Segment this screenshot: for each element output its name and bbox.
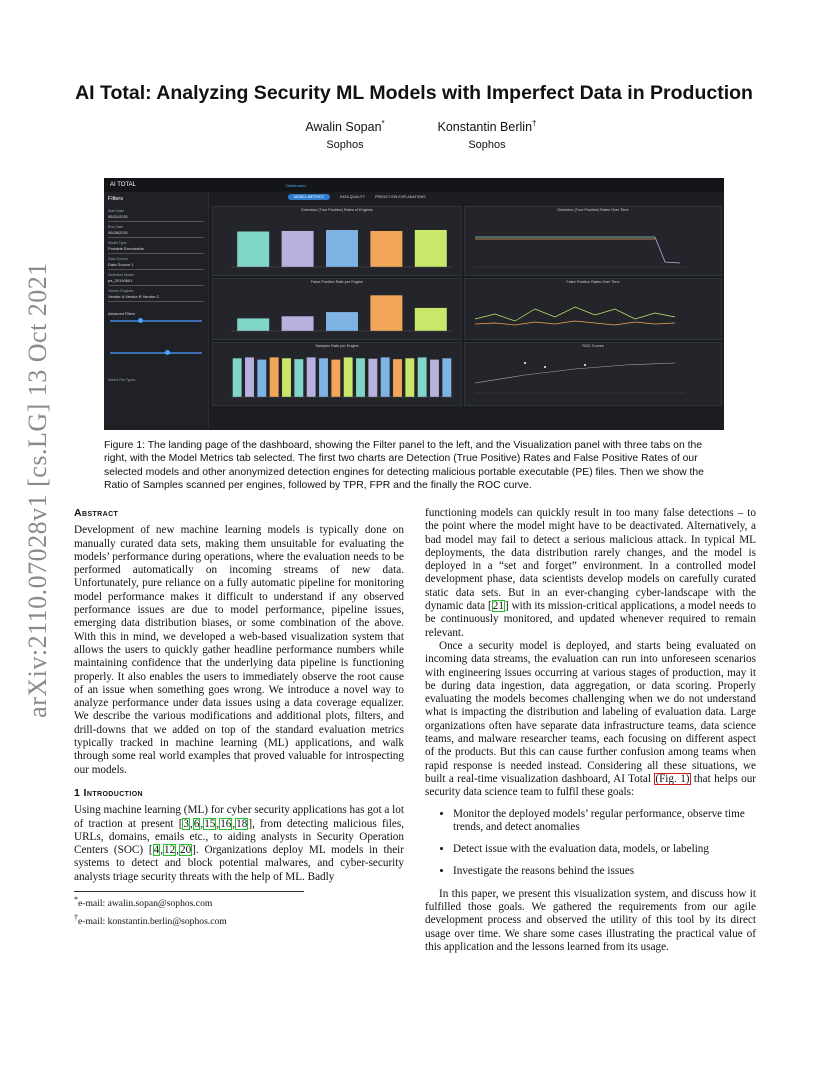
fpr-time-panel: False Positive Rates Over Time: [464, 278, 722, 340]
figure-caption: Figure 1: The landing page of the dashboard, showing the Filter panel to the left, and the Visualization panel with three tabs on the right, with the Model Metrics tab selected. The first two charts are Detection (True Positive) Rates and False Positive Rates of our selected models and other anonymized detection engines for detecting malicious portable executable (PE) files. Then we show the Ratio of Samples scanned per engines, followed by TPR, FPR and the finally the ROC curve.: [104, 440, 704, 492]
right-paragraph-3: In this paper, we present this visualization system, and discuss how it fulfilled those goals. We gathered the requirements from our agile development process and observed the utility of this tool by its direct usage over time. We share some cases illustrating the practical value of this application and the lessons learned from its usage.: [425, 887, 756, 953]
footnote-rule: [74, 891, 304, 892]
fpr-time-chart: [465, 279, 721, 339]
citation[interactable]: 16: [220, 817, 232, 830]
author-1: Awalin Sopan* Sophos: [305, 119, 385, 152]
chart-bar: [282, 231, 314, 267]
chart-bar: [270, 357, 279, 397]
tpr-time-panel: Detection (True Positive) Rates Over Time: [464, 206, 722, 276]
intro-paragraph: Using machine learning (ML) for cyber security applications has got a lot of traction at present [3,6,15,16,18], from detecting malicious files, URLs, domains, emails etc., to aiding analysts in Security Operation Centers (SOC) [4,12,20]. Organizations deploy ML models in their systems to detect and block potential malwares, and cyber-security analysts triage security threats with the help of ML. Badly: [74, 804, 405, 883]
citation[interactable]: 18: [236, 817, 248, 830]
chart-bar: [233, 358, 242, 397]
citation[interactable]: 21: [492, 600, 504, 613]
chart-bar: [368, 359, 377, 397]
chart-bar: [257, 360, 266, 397]
chart-bar: [237, 232, 269, 268]
chart-bar: [442, 358, 451, 397]
chart-bar: [393, 359, 402, 397]
chart-bar: [307, 357, 316, 397]
intro-heading: 1 Introduction: [74, 786, 143, 799]
chart-bar: [356, 358, 365, 397]
chart-bar: [319, 358, 328, 397]
abstract-text: Development of new machine learning models is typically done on manually curated data sets, making them unsuitable for evaluating the models’ performance during operations, where the evaluation needs to be performed automatically on incoming streams of new data. Unfortunately, pure reliance on a fully automatic pipeline for monitoring model performance makes it difficult to understand if any observed performance issues are due to model performance, pipeline issues, emerging data distribution biases, or some combination of the above. With this in mind, we developed a web-based visualization system that allows the users to quickly gather headline performance numbers while maintaining confidence that the underlying data pipeline is functioning properly. It also enables the users to immediately observe the root cause of an issue when something goes wrong. We introduce a novel way to analyze performance under data issues using a data coverage equalizer. We describe the various modifications and additional plots, filters, and drill-downs that we added on top of the standard evaluation metrics typically tracked in machine learning (ML) applications, and walk through some real world examples that proved valuable for introspecting our models.: [74, 524, 404, 776]
citation[interactable]: 20: [179, 844, 192, 857]
paper-title: AI Total: Analyzing Security ML Models with Imperfect Data in Production: [75, 82, 753, 104]
abstract-heading: Abstract: [74, 507, 119, 519]
citation[interactable]: 3: [183, 817, 190, 830]
right-paragraph-2: Once a security model is deployed, and starts being evaluated on incoming data streams, the evaluation can run into unforeseen scenarios with engineering issues occurring at various stages of production, may it be during data ingestion, data aggregation, or data scoring. Properly evaluating the models becomes challenging when we do not understand what is impacting the distribution and labeling of evaluation data. Large organizations often have separate data infrastructure teams, data science teams, and malware researcher teams, each focusing on different aspect of the products. But this can cause further confusion among teams when rapid response is needed instead. Considering all these situations, we built a real-time visualization dashboard, AI Total (Fig. 1) that helps our security data science team to fulfil these goals:: [425, 639, 757, 799]
list-item: • Detect issue with the evaluation data, models, or labeling: [453, 843, 756, 856]
chart-bar: [326, 312, 358, 331]
author-2: Konstantin Berlin† Sophos: [437, 119, 537, 152]
goals-list: [425, 808, 756, 879]
chart-bar: [237, 318, 269, 331]
chart-bar: [370, 231, 402, 267]
chart-bar: [282, 358, 291, 397]
roc-panel: ROC Curves: [464, 342, 722, 406]
figure-reference-link[interactable]: (Fig. 1): [655, 772, 690, 785]
dashboard-topbar: AI TOTAL Dashboard: [104, 178, 724, 192]
roc-chart: [465, 343, 721, 405]
list-item: • Investigate the reasons behind the issues: [453, 865, 756, 878]
fpr-bar-chart: [213, 279, 461, 339]
citation[interactable]: 6: [193, 817, 200, 830]
right-column: [425, 507, 756, 954]
chart-bar: [326, 230, 358, 267]
arxiv-stamp: arXiv:2110.07028v1 [cs.LG] 13 Oct 2021: [23, 262, 52, 718]
chart-bar: [331, 360, 340, 397]
samples-bar-panel: Samples Rate per Engine: [212, 342, 462, 406]
citation[interactable]: 15: [204, 817, 216, 830]
footnote-1: *e-mail: awalin.sopan@sophos.com: [74, 895, 213, 910]
fpr-bar-panel: False Positive Rate per Engine: [212, 278, 462, 340]
list-item: • Monitor the deployed models’ regular performance, observe time trends, and detect anomalies: [453, 808, 756, 835]
footnote-2: †e-mail: konstantin.berlin@sophos.com: [74, 913, 227, 928]
chart-bar: [344, 357, 353, 397]
tpr-time-chart: [465, 207, 721, 275]
left-column: [74, 507, 404, 928]
chart-bar: [418, 357, 427, 397]
samples-bar-chart: [213, 343, 461, 405]
chart-bar: [245, 357, 254, 397]
chart-bar: [415, 308, 447, 331]
chart-bar: [405, 358, 414, 397]
chart-bar: [415, 230, 447, 267]
citation[interactable]: 12: [164, 844, 176, 857]
dashboard-figure: [104, 178, 724, 430]
filter-panel: Filters Start Date 05/31/2021 End Date 06/28/2021 Model Type Portable Executable Data Source Data Source 1 Detection Model pe_20190601 Vendor Engines Vendor A Vendor B Vendor C Advanced Filters Select File Types: [104, 192, 209, 430]
chart-bar: [381, 357, 390, 397]
chart-bar: [294, 359, 303, 397]
chart-bar: [370, 295, 402, 331]
tpr-bar-panel: Detection (True Positive) Rates of Engines: [212, 206, 462, 276]
dashboard-tabs: MODEL METRICS DATA QUALITY PREDICTION EXPLANATIONS: [208, 192, 724, 202]
chart-bar: [282, 316, 314, 331]
chart-bar: [430, 360, 439, 397]
tpr-bar-chart: [213, 207, 461, 275]
right-paragraph-1: functioning models can quickly result in too many false detections – to the point where the model might have to be deactivated. Alternatively, a bad model may fail to detect a serious malicious attack. In typical ML deployments, the data distribution rarely changes, and the model is deployed in a “set and forget” environment. In a controlled model development phase, data scientists develop models on carefully curated static data sets. But in an ever-changing cyber-landscape with the dynamic data [21] with its mission-critical applications, a model needs to be continuously monitored, and updated whenever required to remain relevant.: [425, 507, 757, 639]
citation[interactable]: 4: [153, 844, 160, 857]
